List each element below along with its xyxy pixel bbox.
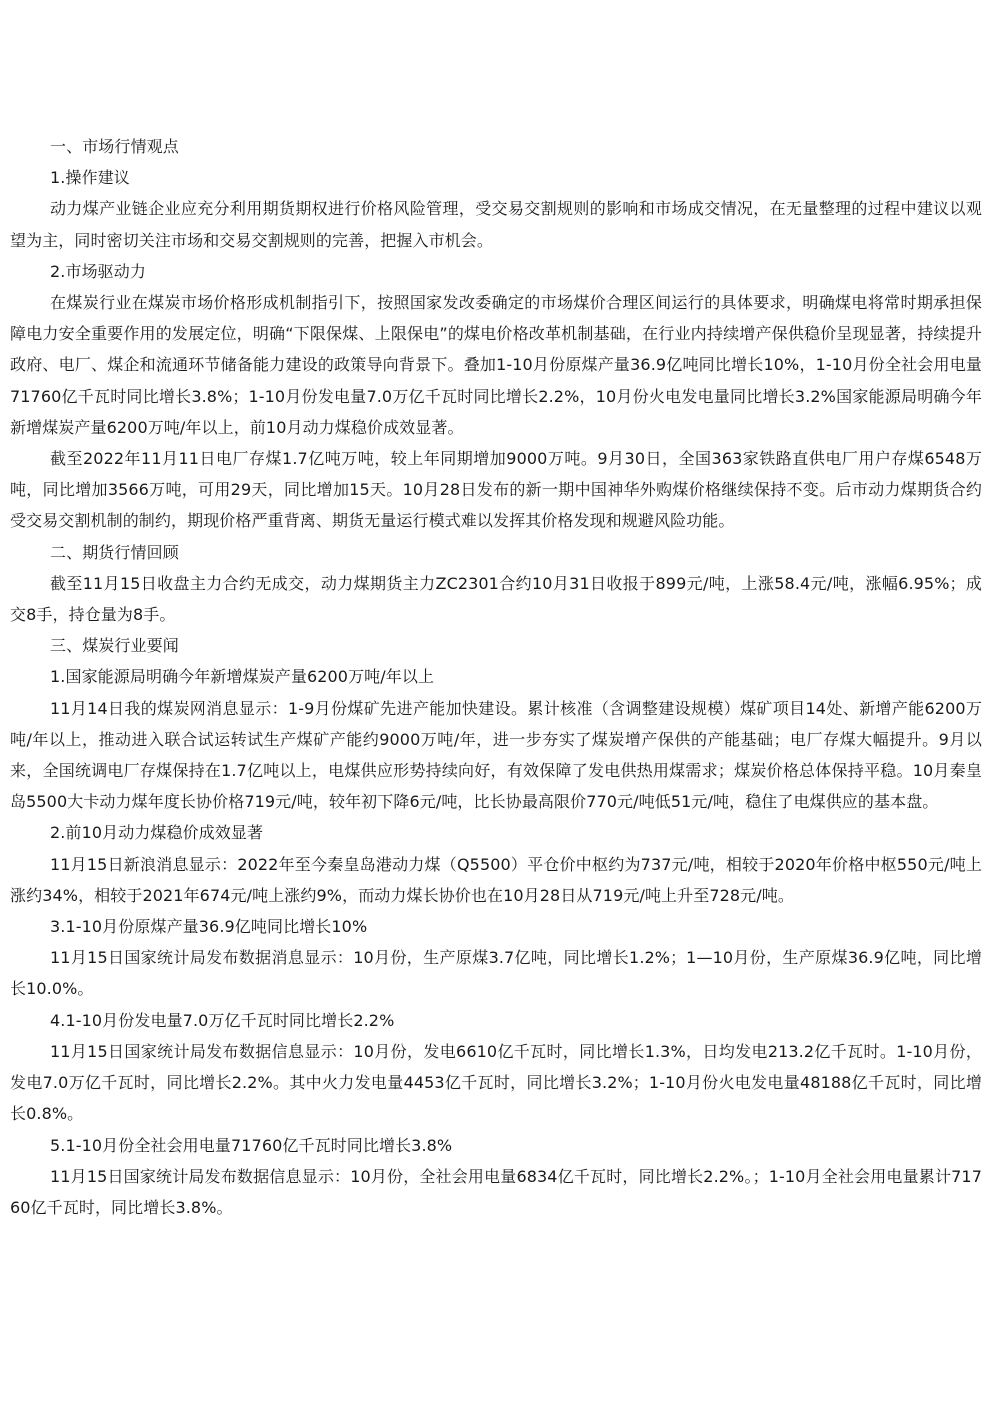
news-heading-3: 3.1-10月份原煤产量36.9亿吨同比增长10% bbox=[50, 917, 368, 937]
section-heading-market-view: 一、市场行情观点 bbox=[50, 137, 179, 156]
paragraph-operation-advice: 动力煤产业链企业应充分利用期货期权进行价格风险管理，受交易交割规则的影响和市场成交情况，在无量整理的过程中建议以观望为主，同时密切关注市场和交易交割规则的完善，把握入市机会。 bbox=[10, 199, 982, 250]
news-heading-5: 5.1-10月份全社会用电量71760亿千瓦时同比增长3.8% bbox=[50, 1135, 453, 1155]
news-paragraph-2: 11月15日新浪消息显示：2022年至今秦皇岛港动力煤（Q5500）平仓价中枢约为737元/吨，相较于2020年价格中枢550元/吨上涨约34%，相较于2021年674元/吨上涨约9%，而动力煤长协价也在10月28日从719元/吨上升至728元/吨。 bbox=[10, 854, 982, 905]
section-heading-futures-review: 二、期货行情回顾 bbox=[50, 542, 179, 562]
paragraph-market-drivers: 在煤炭行业在煤炭市场价格形成机制指引下，按照国家发改委确定的市场煤价合理区间运行的具体要求，明确煤电将常时期承担保障电力安全重要作用的发展定位，明确“下限保煤、上限保电”的煤电价格改革机制基础，在行业内持续增产保供稳价呈现显著，持续提升政府、电厂、煤企和流通环节储备能力建设的政策导向背景下。叠加1-10月份原煤产量36.9亿吨同比增长10%，1-10月份全社会用电量71760亿千瓦时同比增长3.8%；1-10月份发电量7.0万亿千瓦时同比增长2.2%，10月份火电发电量同比增长3.2%国家能源局明确今年新增煤炭产量6200万吨/年以上，前10月动力煤稳价成效显著。 bbox=[10, 293, 982, 437]
news-paragraph-1: 11月14日我的煤炭网消息显示：1-9月份煤矿先进产能加快建设。累计核准（含调整建设规模）煤矿项目14处、新增产能6200万吨/年以上，推动进入联合试运转试生产煤矿产能约9000万吨/年，进一步夯实了煤炭增产保供的产能基础；电厂存煤大幅提升。9月以来，全国统调电厂存煤保持在1.7亿吨以上，电煤供应形势持续向好，有效保障了发电供热用煤需求；煤炭价格总体保持平稳。10月秦皇岛5500大卡动力煤年度长协价格719元/吨，较年初下降6元/吨，比长协最高限价770元/吨低51元/吨，稳住了电煤供应的基本盘。 bbox=[10, 698, 982, 812]
subheading-operation-advice: 1.操作建议 bbox=[50, 168, 130, 188]
news-paragraph-5: 11月15日国家统计局发布数据信息显示：10月份，全社会用电量6834亿千瓦时，同比增长2.2%。；1-10月全社会用电量累计71760亿千瓦时，同比增长3.8%。 bbox=[10, 1166, 982, 1217]
news-paragraph-3: 11月15日国家统计局发布数据消息显示：10月份，生产原煤3.7亿吨，同比增长1.2%；1—10月份，生产原煤36.9亿吨，同比增长10.0%。 bbox=[10, 948, 982, 999]
paragraph-futures-review: 截至11月15日收盘主力合约无成交，动力煤期货主力ZC2301合约10月31日收报于899元/吨，上涨58.4元/吨，涨幅6.95%；成交8手，持仓量为8手。 bbox=[10, 573, 982, 625]
subheading-market-drivers: 2.市场驱动力 bbox=[50, 261, 146, 281]
news-heading-2: 2.前10月动力煤稳价成效显著 bbox=[50, 823, 264, 843]
paragraph-coal-stocks: 截至2022年11月11日电厂存煤1.7亿吨万吨，较上年同期增加9000万吨。9月30日，全国363家铁路直供电厂用户存煤6548万吨，同比增加3566万吨，可用29天，同比增加15天。10月28日发布的新一期中国神华外购煤价格继续保持不变。后市动力煤期货合约受交易交割机制的制约，期现价格严重背离、期货无量运行模式难以发挥其价格发现和规避风险功能。 bbox=[10, 449, 982, 531]
news-heading-1: 1.国家能源局明确今年新增煤炭产量6200万吨/年以上 bbox=[50, 667, 435, 687]
news-paragraph-4: 11月15日国家统计局发布数据信息显示：10月份，发电6610亿千瓦时，同比增长1.3%，日均发电213.2亿千瓦时。1-10月份，发电7.0万亿千瓦时，同比增长2.2%。其中火力发电量4453亿千瓦时，同比增长3.2%；1-10月份火电发电量48188亿千瓦时，同比增长0.8%。 bbox=[10, 1041, 982, 1124]
section-heading-industry-news: 三、煤炭行业要闻 bbox=[50, 636, 179, 656]
document-body bbox=[10, 131, 982, 1223]
news-heading-4: 4.1-10月份发电量7.0万亿千瓦时同比增长2.2% bbox=[50, 1010, 395, 1030]
